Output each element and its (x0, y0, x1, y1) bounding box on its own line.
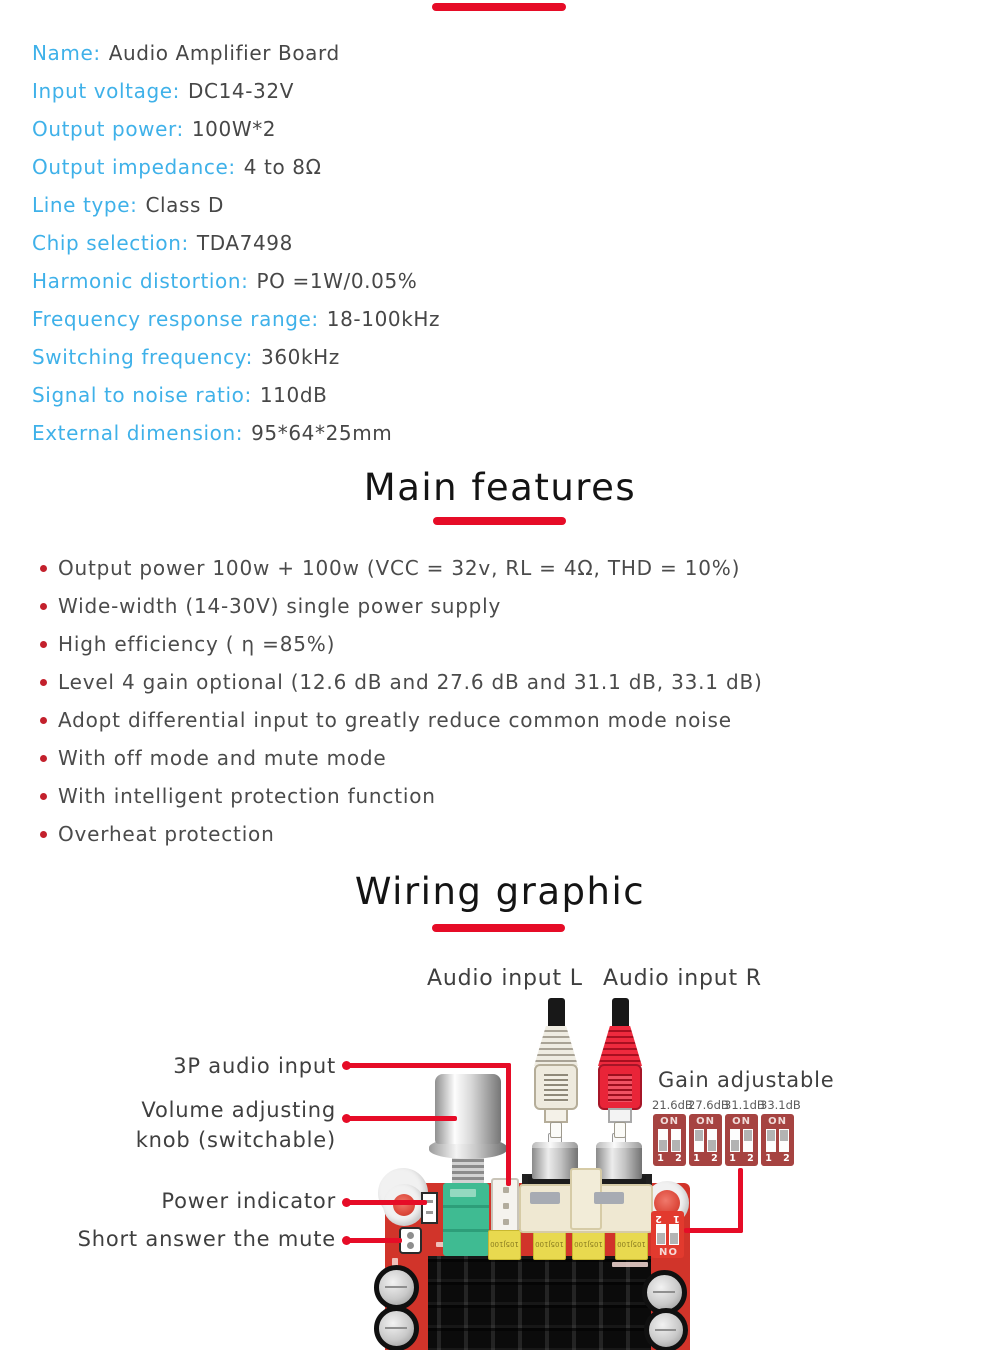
bullet-icon (40, 793, 47, 800)
feature-text: Overheat protection (58, 822, 275, 846)
callout-line-power (344, 1200, 427, 1205)
spec-value: TDA7498 (196, 231, 293, 255)
dip-pins-label: 1 2 (655, 1213, 680, 1224)
audio-input-r-label: Audio input R (603, 966, 762, 991)
spec-value: DC14-32V (188, 79, 294, 103)
pot-marking (450, 1189, 476, 1197)
callout-line-3p (344, 1063, 511, 1068)
film-capacitor (533, 1230, 566, 1260)
spec-label: External dimension: (32, 421, 244, 445)
spec-row-signal-noise (32, 376, 440, 414)
feature-item (40, 663, 763, 701)
gain-dip-31-1db (725, 1114, 758, 1166)
mute-jumper-pads (399, 1227, 422, 1254)
mute-label: Short answer the mute (77, 1227, 336, 1251)
dip-knob-2 (780, 1130, 788, 1141)
dip-knob-1 (767, 1130, 775, 1141)
spec-label: Frequency response range: (32, 307, 319, 331)
dip-slot-1 (694, 1129, 704, 1152)
callout-line-gain-vertical (738, 1168, 743, 1233)
spec-row-output-impedance (32, 148, 440, 186)
spec-label: Signal to noise ratio: (32, 383, 252, 407)
spec-row-chip-selection (32, 224, 440, 262)
feature-text: Wide-width (14-30V) single power supply (58, 594, 502, 618)
bullet-icon (40, 717, 47, 724)
3p-audio-input-label: 3P audio input (173, 1054, 336, 1078)
spec-value: 100W*2 (191, 117, 277, 141)
gain-dip-27-6db (689, 1114, 722, 1166)
spec-value: PO =1W/0.05% (256, 269, 418, 293)
standoff-screw-left (393, 1194, 415, 1216)
dip-on-label: ON (660, 1116, 679, 1127)
electrolytic-capacitor (374, 1265, 419, 1310)
plug-grip (544, 1074, 568, 1102)
spec-row-switching-frequency (32, 338, 440, 376)
heatsink (428, 1256, 651, 1350)
spec-label: Name: (32, 41, 101, 65)
spec-label: Input voltage: (32, 79, 181, 103)
audio-input-l-label: Audio input L (427, 966, 583, 991)
dip-knob-2 (672, 1140, 680, 1151)
cable-stub (548, 998, 565, 1029)
volume-knob-label (136, 1095, 336, 1155)
wiring-graphic-heading: Wiring graphic (354, 870, 646, 913)
feature-text: With off mode and mute mode (58, 746, 387, 770)
feature-text: Output power 100w + 100w (VCC = 32v, RL = 4Ω, THD = 10%) (58, 556, 741, 580)
dip-knob-2 (708, 1140, 716, 1151)
spec-value: 95*64*25mm (251, 421, 393, 445)
capacitor-text: 105J100 (617, 1240, 646, 1248)
dip-pins-label: 1 2 (657, 1153, 682, 1164)
spec-list (32, 34, 440, 452)
feature-item (40, 625, 763, 663)
feature-list (40, 549, 763, 853)
bullet-icon (40, 831, 47, 838)
dip-pins-label: 1 2 (729, 1153, 754, 1164)
spec-value: 360kHz (261, 345, 340, 369)
gain-value-21-6db: 21.6dB (652, 1098, 693, 1112)
plug-strain-relief (598, 1026, 642, 1066)
capacitor-text: 105J100 (490, 1240, 519, 1248)
plug-neck (608, 1108, 632, 1123)
feature-item (40, 701, 763, 739)
spec-row-input-voltage (32, 72, 440, 110)
3p-audio-connector (491, 1178, 519, 1233)
main-features-underline (433, 517, 566, 525)
spec-value: Class D (145, 193, 225, 217)
spec-label: Harmonic distortion: (32, 269, 249, 293)
gain-value-27-6db: 27.6dB (688, 1098, 729, 1112)
dip-pins-label: 1 2 (693, 1153, 718, 1164)
feature-item (40, 587, 763, 625)
gain-dip-33-1db (761, 1114, 794, 1166)
dip-pins-label: 1 2 (765, 1153, 790, 1164)
dip-knob-1 (670, 1233, 678, 1244)
callout-line-gain-horizontal (684, 1228, 743, 1233)
spec-row-output-power (32, 110, 440, 148)
dip-slot-2 (707, 1129, 717, 1152)
spec-row-harmonic-distortion (32, 262, 440, 300)
spec-label: Output impedance: (32, 155, 236, 179)
power-indicator-label: Power indicator (161, 1189, 336, 1213)
callout-line-mute (344, 1238, 402, 1243)
plug-pin (550, 1122, 562, 1138)
dip-knob-1 (731, 1140, 739, 1151)
gain-adjustable-label: Gain adjustable (658, 1068, 835, 1092)
callout-line-volume (344, 1116, 457, 1121)
capacitor-text: 105J100 (574, 1240, 603, 1248)
bullet-icon (40, 755, 47, 762)
dip-on-label: ON (658, 1245, 677, 1256)
rca-plug-white (534, 998, 578, 1144)
callout-line-3p-vertical (506, 1063, 511, 1186)
film-capacitor (572, 1230, 605, 1260)
electrolytic-capacitor (374, 1306, 419, 1350)
feature-text: Adopt differential input to greatly reduce common mode noise (58, 708, 732, 732)
dip-knob-1 (659, 1140, 667, 1151)
film-capacitor (615, 1230, 648, 1260)
plug-strain-relief (534, 1026, 578, 1066)
spec-label: Line type: (32, 193, 138, 217)
spec-row-frequency-response (32, 300, 440, 338)
feature-item (40, 549, 763, 587)
volume-knob-label-line2: knob (switchable) (135, 1128, 336, 1152)
feature-item (40, 739, 763, 777)
film-capacitor (488, 1230, 521, 1260)
dip-knob-1 (695, 1130, 703, 1141)
feature-text: With intelligent protection function (58, 784, 436, 808)
dip-slot-2 (779, 1129, 789, 1152)
dip-slot-2 (671, 1129, 681, 1152)
bullet-icon (40, 641, 47, 648)
spec-label: Chip selection: (32, 231, 189, 255)
spec-row-line-type (32, 186, 440, 224)
top-divider-bar (432, 3, 566, 11)
gain-value-33-1db: 33.1dB (760, 1098, 801, 1112)
feature-text: High efficiency ( η =85%) (58, 632, 336, 656)
dip-slot-2 (656, 1224, 666, 1245)
dip-slot-1 (669, 1224, 679, 1245)
spec-value: 4 to 8Ω (243, 155, 322, 179)
spec-row-name (32, 34, 440, 72)
spec-value: 18-100kHz (326, 307, 441, 331)
volume-knob (435, 1074, 501, 1144)
dip-on-label: ON (768, 1116, 787, 1127)
capacitor-text: 105J100 (535, 1240, 564, 1248)
potentiometer-body (443, 1183, 489, 1256)
dip-slot-2 (743, 1129, 753, 1152)
feature-item (40, 777, 763, 815)
volume-knob-label-line1: Volume adjusting (141, 1098, 336, 1122)
dip-slot-1 (658, 1129, 668, 1152)
silkscreen-mark (612, 1262, 648, 1267)
rca-plug-red (598, 998, 642, 1144)
dip-slot-1 (730, 1129, 740, 1152)
gain-dip-21-6db (653, 1114, 686, 1166)
main-features-heading: Main features (363, 466, 637, 509)
dip-on-label: ON (732, 1116, 751, 1127)
dip-knob-2 (744, 1130, 752, 1141)
dip-slot-1 (766, 1129, 776, 1152)
bullet-icon (40, 679, 47, 686)
spec-label: Switching frequency: (32, 345, 254, 369)
spec-row-external-dimension (32, 414, 440, 452)
feature-item (40, 815, 763, 853)
power-indicator-led (421, 1192, 438, 1224)
dip-knob-2 (657, 1233, 665, 1244)
spec-value: Audio Amplifier Board (108, 41, 340, 65)
electrolytic-capacitor (644, 1308, 688, 1350)
spec-label: Output power: (32, 117, 184, 141)
jack-clip-left (530, 1192, 560, 1204)
feature-text: Level 4 gain optional (12.6 dB and 27.6 dB and 31.1 dB, 33.1 dB) (58, 670, 763, 694)
jack-clip-right (594, 1192, 624, 1204)
rca-jack-barrel-right (596, 1142, 642, 1179)
plug-pin (614, 1122, 626, 1138)
plug-grip (608, 1074, 632, 1102)
plug-neck (544, 1108, 568, 1123)
spec-value: 110dB (259, 383, 328, 407)
gain-value-31-1db: 31.1dB (724, 1098, 765, 1112)
wiring-graphic-underline (432, 924, 565, 932)
bullet-icon (40, 565, 47, 572)
bullet-icon (40, 603, 47, 610)
board-gain-dip-switch (651, 1211, 684, 1258)
cable-stub (612, 998, 629, 1029)
dip-on-label: ON (696, 1116, 715, 1127)
